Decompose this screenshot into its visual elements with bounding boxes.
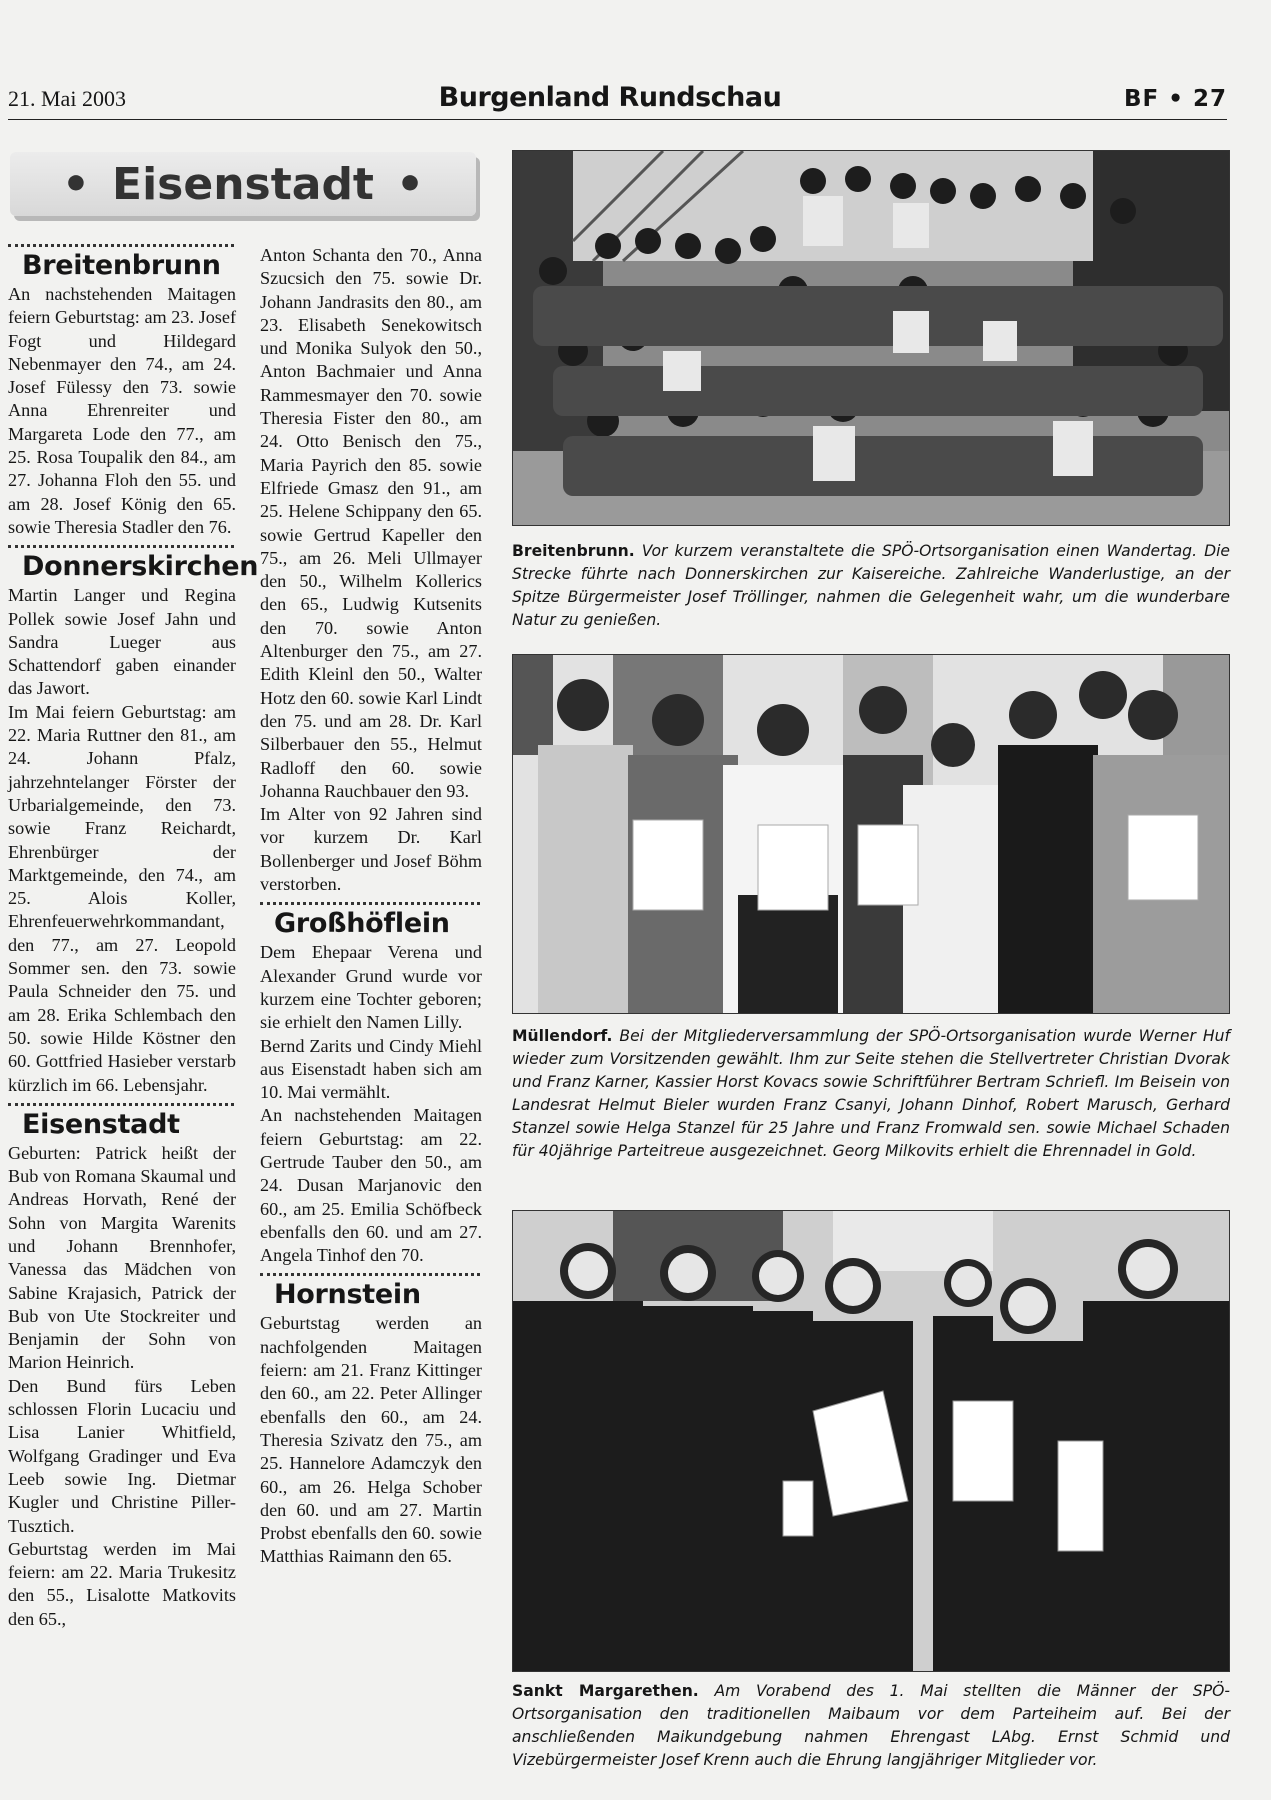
bullet-right: • [395,158,425,210]
section-title: Eisenstadt [112,158,374,210]
heading-eisenstadt: Eisenstadt [22,1108,180,1140]
text-grosshoeflein-wedding: Bernd Zarits und Cindy Miehl aus Eisenstadt haben sich am 10. Mai vermählt. [260,1035,482,1103]
text-eisenstadt-births: Geburten: Patrick heißt der Bub von Romana Skaumal und Andreas Horvath, René der Sohn von Margita Warenits und Johann Brennhofer, Vanessa das Mädchen von Sabine Krajasich, Patrick der Bub von Ute Stockreiter und Benjamin der Sohn von Marion Heinrich. [8,1142,236,1373]
caption-text: Vor kurzem veranstaltete die SPÖ-Ortsorganisation einen Wandertag. Die Strecke führte nach Donnerskirchen zur Kaisereiche. Zahlreiche Wanderlustige, an der Spitze Bürgermeister Josef Tröllinger, nahmen die Gelegenheit wahr, um die wunderbare Natur zu genießen. [512,542,1230,629]
text-eisenstadt-weddings: Den Bund fürs Leben schlossen Florin Lucaciu und Lisa Lanier Whitfield, Wolfgang Gradinger und Eva Leeb sowie Ing. Dietmar Kugler und Christine Piller-Tusztich. [8,1375,236,1536]
text-eisenstadt-birthdays: Geburtstag werden im Mai feiern: am 22. Maria Trukesitz den 55., Lisalotte Matkovits den 65., [8,1538,236,1629]
caption-place: Müllendorf. [512,1027,613,1045]
dotted-divider [8,545,234,548]
issue-date: 21. Mai 2003 [8,86,126,111]
caption-place: Sankt Margarethen. [512,1682,699,1700]
caption-text: Am Vorabend des 1. Mai stellten die Männer der SPÖ-Ortsorganisation den traditionellen Maibaum vor dem Parteiheim auf. Bei der anschließenden Maikundgebung nahmen Ehrengast LAbg. Ernst Schmid und Vizebürgermeister Josef Krenn auch die Ehrung langjähriger Mitglieder vor. [512,1682,1230,1769]
text-hornstein: Geburtstag werden an nachfolgenden Maitagen feiern: am 21. Franz Kittinger den 60., am 22. Peter Allinger ebenfalls den 60., am 24. Theresia Szivatz den 75., am 25. Hannelore Adamczyk den 60., am 26. Helga Schober den 60. und am 27. Martin Probst ebenfalls den 60. sowie Matthias Raimann den 65. [260,1313,482,1567]
photo-breitenbrunn-hikers [512,150,1230,526]
caption-muellendorf [512,1025,1230,1163]
text-grosshoeflein-birth: Dem Ehepaar Verena und Alexander Grund wurde vor kurzem eine Tochter geboren; sie erhielt den Namen Lilly. [260,942,482,1033]
photo-muellendorf-meeting [512,654,1230,1014]
dotted-divider [260,1273,480,1276]
caption-sankt-margarethen [512,1680,1230,1772]
text-grosshoeflein-birthdays: An nachstehenden Maitagen feiern Geburtstag: am 22. Gertrude Tauber den 50., am 24. Dusan Marjanovic den 60., am 25. Emilia Schöfbeck ebenfalls den 60. und am 27. Angela Tinhof den 70. [260,1105,482,1266]
text-breitenbrunn: An nachstehenden Maitagen feiern Geburtstag: am 23. Josef Fogt und Hildegard Nebenmayer den 74., am 24. Josef Fülessy den 73. sowie Anna Ehrenreiter und Margareta Lode den 77., am 25. Rosa Toupalik den 84., am 27. Johanna Floh den 55. und am 28. Josef König den 65. sowie Theresia Stadler den 76. [8,284,236,537]
text-donnerskirchen-birthdays: Im Mai feiern Geburtstag: am 22. Maria Ruttner den 81., am 24. Johann Pfalz, jahrzehntelanger Förster der Urbarialgemeinde, den 73. sowie Franz Reichardt, Ehrenbürger der Marktgemeinde, den 74., am 25. Alois Koller, Ehrenfeuerwehrkommandant, den 77., am 27. Leopold Sommer sen. den 73. sowie Paula Schneider den 75. und am 28. Erika Schlembach den 50. sowie Hilde Köstner den 60. Gottfried Hasieber verstarb kürzlich im 66. Lebensjahr. [8,701,236,1095]
column-middle [260,244,482,1569]
header-rule [8,119,1227,120]
newspaper-title: Burgenland Rundschau [438,82,782,113]
heading-breitenbrunn: Breitenbrunn [22,250,221,281]
text-donnerskirchen-wedding: Martin Langer und Regina Pollek sowie Josef Jahn und Sandra Lueger aus Schattendorf gaben einander das Jawort. [8,585,236,699]
text-eisenstadt-continued: Anton Schanta den 70., Anna Szucsich den 75. sowie Dr. Johann Jandrasits den 80., am 23. Elisabeth Senekowitsch und Monika Sulyok den 50., Anton Bachmaier und Anna Rammesmayer den 70. sowie Theresia Fister den 80., am 24. Otto Benisch den 75., Maria Payrich den 85. sowie Elfriede Gmasz den 91., am 25. Helene Schippany den 65. sowie Gertrud Kapeller den 75., am 26. Meli Ullmayer den 50., Wilhelm Kollerics den 65., Ludwig Kutsenits den 70. sowie Anton Altenburger den 75., am 27. Edith Kleinl den 50., Walter Hotz den 60. sowie Karl Lindt den 75. und am 28. Dr. Karl Silberbauer den 55., Helmut Radloff den 60. sowie Johanna Rauchbauer den 93. [260,245,482,801]
heading-donnerskirchen: Donnerskirchen [22,551,259,583]
heading-hornstein: Hornstein [274,1279,421,1311]
text-eisenstadt-deaths: Im Alter von 92 Jahren sind vor kurzem Dr. Karl Bollenberger und Josef Böhm verstorben. [260,804,482,895]
section-banner [10,152,476,216]
caption-breitenbrunn [512,540,1230,632]
photo-sankt-margarethen-honors [512,1210,1230,1672]
column-left [8,244,259,1631]
page-number: BF • 27 [1124,86,1227,112]
dotted-divider [260,902,480,905]
caption-text: Bei der Mitgliederversammlung der SPÖ-Ortsorganisation wurde Werner Huf wieder zum Vorsitzenden gewählt. Ihm zur Seite stehen die Stellvertreter Christian Dvorak und Franz Karner, Kassier Horst Kovacs sowie Schriftführer Bertram Schriefl. Im Beisein von Landesrat Helmut Bieler wurden Franz Csanyi, Johann Dinhof, Robert Marusch, Gerhard Stanzel sowie Helga Stanzel für 25 Jahre und Franz Fromwald sen. sowie Michael Schaden für 40jährige Parteitreue ausgezeichnet. Georg Milkovits erhielt die Ehrennadel in Gold. [512,1027,1230,1160]
caption-place: Breitenbrunn. [512,542,635,560]
dotted-divider [8,1103,234,1106]
dotted-divider [8,244,234,247]
heading-grosshoeflein: Großhöflein [274,908,450,940]
bullet-left: • [61,158,91,210]
